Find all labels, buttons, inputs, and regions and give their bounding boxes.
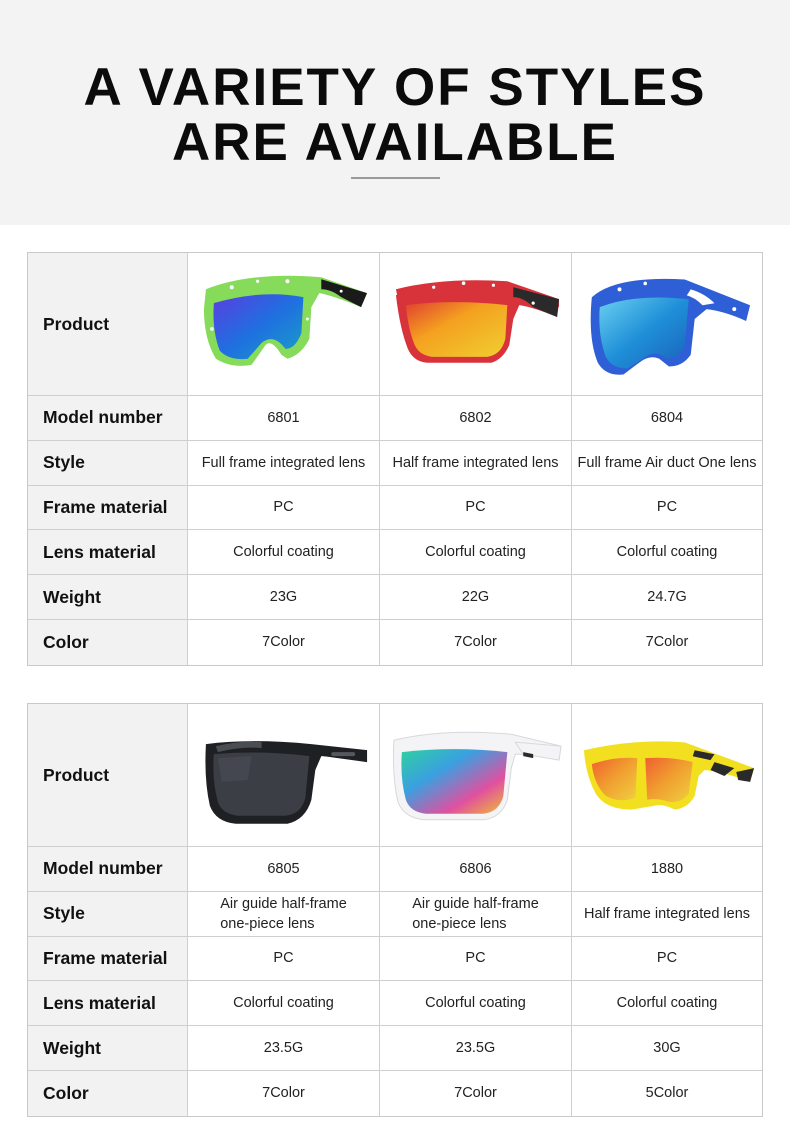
sunglasses-black-icon: [192, 710, 375, 840]
sunglasses-yellow-icon: [576, 710, 758, 840]
weight-value: 22G: [380, 575, 572, 619]
page-title: [0, 60, 790, 170]
weight-value: 23.5G: [380, 1026, 572, 1070]
lens-material-row: [28, 530, 762, 575]
spec-table-2: [27, 703, 763, 1117]
row-label-frame: Frame material: [28, 937, 188, 981]
frame-material-row: [28, 937, 762, 982]
style-line-1: Air guide half-frame: [220, 895, 347, 912]
weight-value: 30G: [653, 1040, 681, 1057]
product-row: [28, 704, 762, 847]
row-label-product: Product: [28, 704, 188, 846]
lens-value: Colorful coating: [380, 530, 572, 574]
model-value: 6805: [188, 847, 380, 891]
style-row: [28, 441, 762, 486]
model-value: 6804: [650, 409, 684, 426]
color-row: [28, 1071, 762, 1116]
style-value: [380, 892, 572, 936]
model-row: [28, 847, 762, 892]
sunglasses-white-icon: [384, 710, 567, 840]
row-label-style: Style: [28, 441, 188, 485]
row-label-weight: Weight: [28, 575, 188, 619]
lens-value: Colorful coating: [380, 981, 572, 1025]
model-value: 6802: [380, 396, 572, 440]
style-value: Full frame Air duct One lens: [577, 454, 757, 471]
frame-value: PC: [188, 937, 380, 981]
color-value: 7Color: [645, 634, 689, 651]
style-row: [28, 892, 762, 937]
style-line-2: one-piece lens: [220, 915, 315, 932]
style-line-2: one-piece lens: [412, 915, 507, 932]
color-value: 5Color: [645, 1085, 689, 1102]
row-label-lens: Lens material: [28, 981, 188, 1025]
row-label-style: Style: [28, 892, 188, 936]
sunglasses-red-icon: [384, 259, 567, 389]
color-value: 7Color: [380, 620, 572, 665]
sunglasses-green-icon: [192, 259, 375, 389]
row-label-model: Model number: [28, 396, 188, 440]
row-label-model: Model number: [28, 847, 188, 891]
model-value: 6801: [188, 396, 380, 440]
style-value: [188, 892, 380, 936]
hero-banner: [0, 0, 790, 225]
model-row: [28, 396, 762, 441]
model-value: 6806: [380, 847, 572, 891]
weight-value: 23G: [188, 575, 380, 619]
color-value: 7Color: [188, 1071, 380, 1116]
row-label-weight: Weight: [28, 1026, 188, 1070]
color-row: [28, 620, 762, 665]
row-label-product: Product: [28, 253, 188, 395]
title-line-2: ARE AVAILABLE: [171, 113, 619, 172]
weight-row: [28, 1026, 762, 1071]
frame-value: PC: [656, 499, 678, 516]
product-image-6801[interactable]: [188, 253, 380, 395]
color-value: 7Color: [188, 620, 380, 665]
lens-value: Colorful coating: [188, 981, 380, 1025]
product-image-6804[interactable]: [572, 253, 762, 395]
row-label-color: Color: [28, 1071, 188, 1116]
title-divider: [351, 177, 440, 179]
style-text: [412, 894, 539, 934]
row-label-color: Color: [28, 620, 188, 665]
style-value: Half frame integrated lens: [380, 441, 572, 485]
lens-value: Colorful coating: [188, 530, 380, 574]
frame-value: PC: [380, 937, 572, 981]
frame-value: PC: [656, 950, 678, 967]
product-image-1880[interactable]: [572, 704, 762, 846]
spec-table-1: [27, 252, 763, 666]
frame-value: PC: [188, 486, 380, 530]
product-image-6805[interactable]: [188, 704, 380, 846]
frame-material-row: [28, 486, 762, 531]
style-line-1: Air guide half-frame: [412, 895, 539, 912]
color-value: 7Color: [380, 1071, 572, 1116]
product-row: [28, 253, 762, 396]
style-value: Half frame integrated lens: [583, 905, 751, 922]
style-text: [220, 894, 347, 934]
weight-value: 23.5G: [188, 1026, 380, 1070]
lens-value: Colorful coating: [616, 995, 718, 1012]
lens-value: Colorful coating: [616, 544, 718, 561]
product-image-6806[interactable]: [380, 704, 572, 846]
row-label-frame: Frame material: [28, 486, 188, 530]
style-value: Full frame integrated lens: [188, 441, 380, 485]
frame-value: PC: [380, 486, 572, 530]
row-label-lens: Lens material: [28, 530, 188, 574]
title-line-1: A VARIETY OF STYLES: [83, 58, 707, 117]
sunglasses-blue-icon: [576, 259, 758, 389]
weight-row: [28, 575, 762, 620]
product-image-6802[interactable]: [380, 253, 572, 395]
lens-material-row: [28, 981, 762, 1026]
model-value: 1880: [650, 860, 684, 877]
weight-value: 24.7G: [647, 589, 687, 606]
